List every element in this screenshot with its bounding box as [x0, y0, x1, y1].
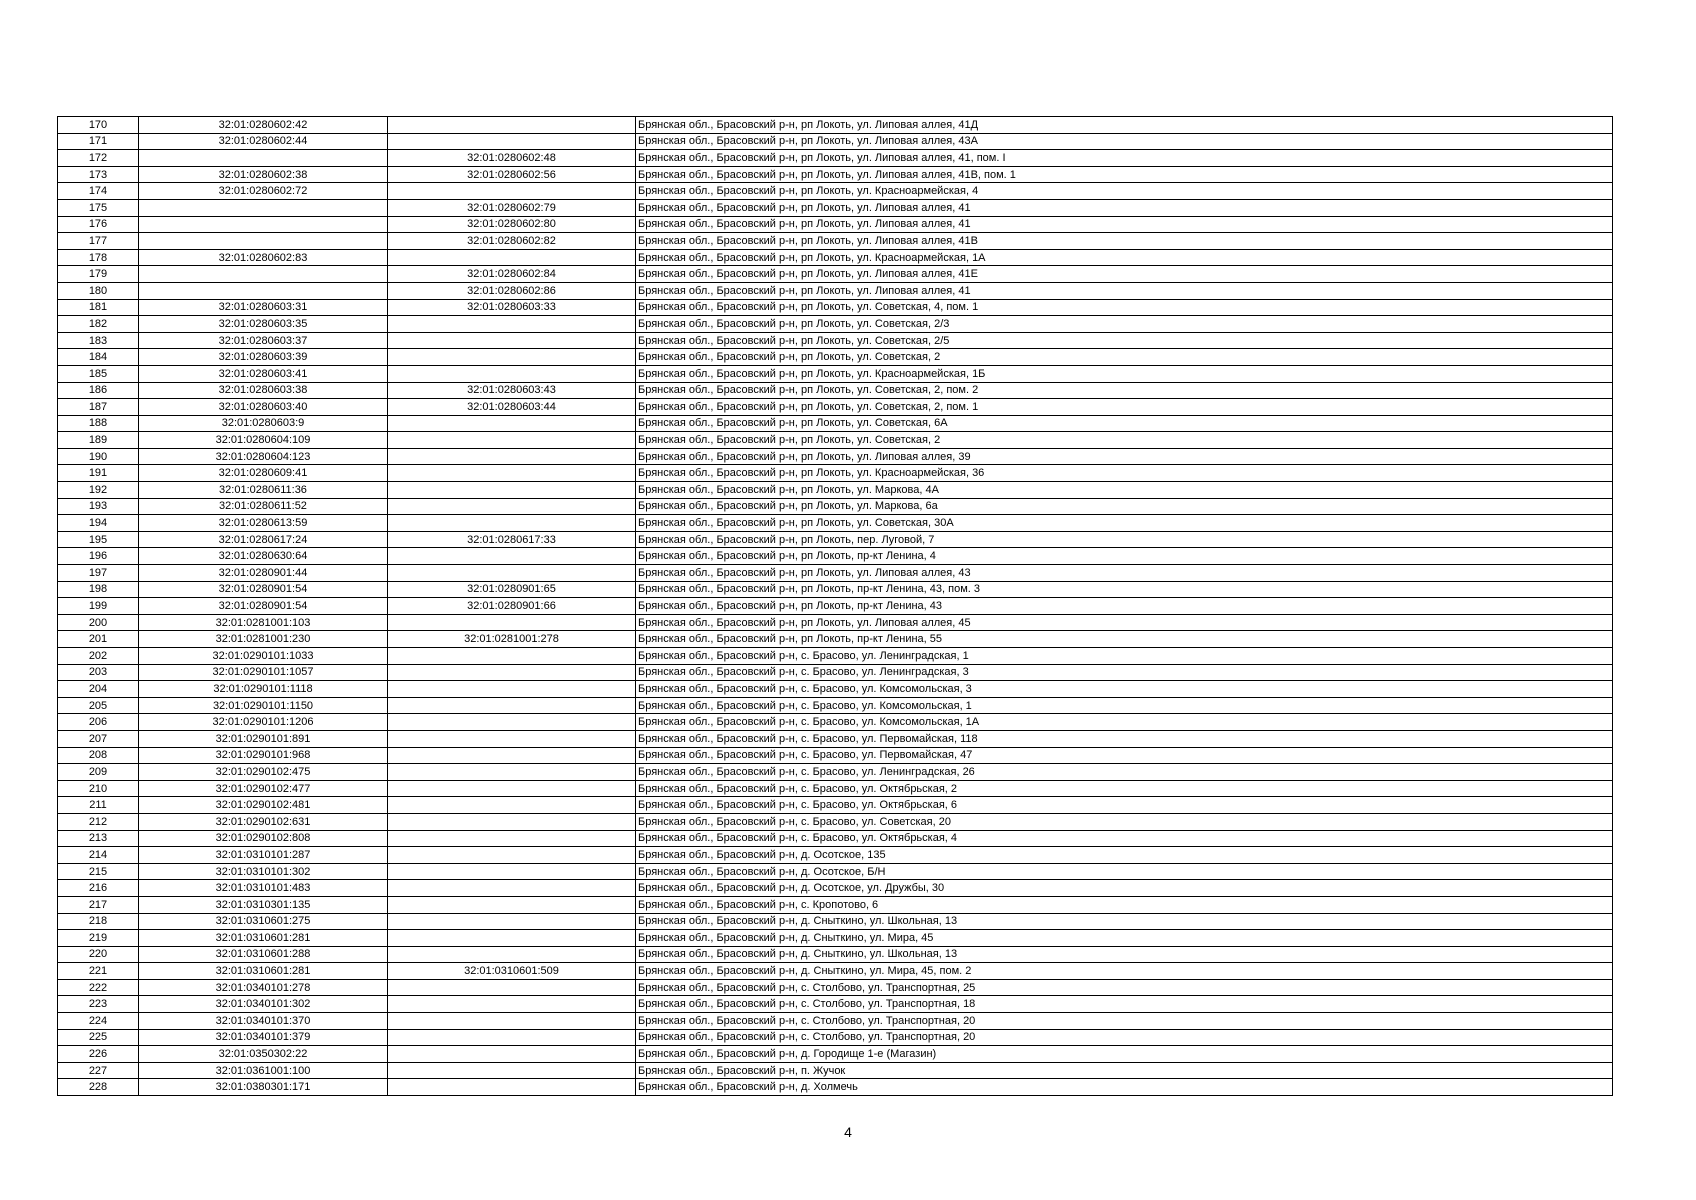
premises-cadastral-number-cell: 32:01:0280603:44 [388, 399, 636, 416]
cadastral-number-cell: 32:01:0290101:1033 [139, 648, 388, 665]
premises-cadastral-number-cell [388, 714, 636, 731]
table-row [58, 714, 1613, 731]
address-cell: Брянская обл., Брасовский р-н, с. Брасово, ул. Советская, 20 [636, 813, 1613, 830]
address-cell: Брянская обл., Брасовский р-н, рп Локоть, ул. Липовая аллея, 43А [636, 133, 1613, 150]
row-number-cell: 222 [58, 979, 139, 996]
address-cell: Брянская обл., Брасовский р-н, рп Локоть, ул. Красноармейская, 4 [636, 183, 1613, 200]
premises-cadastral-number-cell: 32:01:0280603:43 [388, 382, 636, 399]
row-number-cell: 211 [58, 797, 139, 814]
premises-cadastral-number-cell [388, 697, 636, 714]
cadastral-number-cell: 32:01:0280603:41 [139, 365, 388, 382]
cadastral-number-cell [139, 199, 388, 216]
premises-cadastral-number-cell [388, 465, 636, 482]
row-number-cell: 223 [58, 996, 139, 1013]
cadastral-number-cell: 32:01:0280630:64 [139, 548, 388, 565]
premises-cadastral-number-cell: 32:01:0280602:56 [388, 166, 636, 183]
address-cell: Брянская обл., Брасовский р-н, рп Локоть, ул. Советская, 6А [636, 415, 1613, 432]
table-row [58, 1046, 1613, 1063]
row-number-cell: 200 [58, 614, 139, 631]
address-cell: Брянская обл., Брасовский р-н, рп Локоть, пр-кт Ленина, 43 [636, 598, 1613, 615]
table-row [58, 382, 1613, 399]
address-cell: Брянская обл., Брасовский р-н, рп Локоть, пр-кт Ленина, 4 [636, 548, 1613, 565]
row-number-cell: 170 [58, 117, 139, 134]
address-cell: Брянская обл., Брасовский р-н, д. Осотское, 135 [636, 847, 1613, 864]
premises-cadastral-number-cell [388, 681, 636, 698]
table-row [58, 598, 1613, 615]
premises-cadastral-number-cell [388, 432, 636, 449]
table-row [58, 565, 1613, 582]
cadastral-number-cell: 32:01:0290102:481 [139, 797, 388, 814]
address-cell: Брянская обл., Брасовский р-н, рп Локоть, ул. Красноармейская, 1А [636, 249, 1613, 266]
address-cell: Брянская обл., Брасовский р-н, рп Локоть, ул. Липовая аллея, 41 [636, 282, 1613, 299]
table-row [58, 249, 1613, 266]
row-number-cell: 205 [58, 697, 139, 714]
cadastral-number-cell: 32:01:0290101:1206 [139, 714, 388, 731]
row-number-cell: 208 [58, 747, 139, 764]
table-row [58, 813, 1613, 830]
premises-cadastral-number-cell [388, 664, 636, 681]
address-cell: Брянская обл., Брасовский р-н, рп Локоть, пр-кт Ленина, 55 [636, 631, 1613, 648]
row-number-cell: 184 [58, 349, 139, 366]
row-number-cell: 176 [58, 216, 139, 233]
row-number-cell: 218 [58, 913, 139, 930]
premises-cadastral-number-cell [388, 896, 636, 913]
row-number-cell: 221 [58, 963, 139, 980]
page-number: 4 [844, 1124, 852, 1140]
table-row [58, 880, 1613, 897]
address-cell: Брянская обл., Брасовский р-н, рп Локоть, ул. Липовая аллея, 41Д [636, 117, 1613, 134]
table-row [58, 399, 1613, 416]
premises-cadastral-number-cell [388, 996, 636, 1013]
cadastral-number-cell [139, 233, 388, 250]
table-row [58, 282, 1613, 299]
row-number-cell: 178 [58, 249, 139, 266]
premises-cadastral-number-cell [388, 1013, 636, 1030]
cadastral-number-cell: 32:01:0290101:968 [139, 747, 388, 764]
address-cell: Брянская обл., Брасовский р-н, рп Локоть, ул. Липовая аллея, 41 [636, 216, 1613, 233]
cadastral-number-cell: 32:01:0310601:275 [139, 913, 388, 930]
row-number-cell: 207 [58, 730, 139, 747]
premises-cadastral-number-cell [388, 415, 636, 432]
address-cell: Брянская обл., Брасовский р-н, рп Локоть, ул. Маркова, 6а [636, 498, 1613, 515]
table-row [58, 432, 1613, 449]
table-row [58, 946, 1613, 963]
premises-cadastral-number-cell: 32:01:0280602:79 [388, 199, 636, 216]
cadastral-number-cell: 32:01:0290101:1057 [139, 664, 388, 681]
cadastral-number-cell: 32:01:0361001:100 [139, 1062, 388, 1079]
address-cell: Брянская обл., Брасовский р-н, с. Столбово, ул. Транспортная, 20 [636, 1029, 1613, 1046]
premises-cadastral-number-cell [388, 332, 636, 349]
address-cell: Брянская обл., Брасовский р-н, с. Брасово, ул. Ленинградская, 1 [636, 648, 1613, 665]
cadastral-number-cell: 32:01:0310601:281 [139, 930, 388, 947]
premises-cadastral-number-cell [388, 863, 636, 880]
row-number-cell: 183 [58, 332, 139, 349]
cadastral-number-cell: 32:01:0280603:37 [139, 332, 388, 349]
row-number-cell: 193 [58, 498, 139, 515]
address-cell: Брянская обл., Брасовский р-н, рп Локоть, ул. Липовая аллея, 41 [636, 199, 1613, 216]
row-number-cell: 212 [58, 813, 139, 830]
table-row [58, 1062, 1613, 1079]
row-number-cell: 201 [58, 631, 139, 648]
premises-cadastral-number-cell [388, 498, 636, 515]
table-row [58, 465, 1613, 482]
premises-cadastral-number-cell [388, 1079, 636, 1096]
cadastral-number-cell: 32:01:0280611:36 [139, 482, 388, 499]
row-number-cell: 224 [58, 1013, 139, 1030]
premises-cadastral-number-cell [388, 1029, 636, 1046]
premises-cadastral-number-cell [388, 797, 636, 814]
address-cell: Брянская обл., Брасовский р-н, рп Локоть, пр-кт Ленина, 43, пом. 3 [636, 581, 1613, 598]
row-number-cell: 217 [58, 896, 139, 913]
cadastral-number-cell: 32:01:0310101:483 [139, 880, 388, 897]
address-cell: Брянская обл., Брасовский р-н, рп Локоть, ул. Советская, 2, пом. 2 [636, 382, 1613, 399]
row-number-cell: 227 [58, 1062, 139, 1079]
premises-cadastral-number-cell [388, 880, 636, 897]
address-cell: Брянская обл., Брасовский р-н, рп Локоть, ул. Липовая аллея, 41, пом. I [636, 150, 1613, 167]
cadastral-number-cell: 32:01:0280604:109 [139, 432, 388, 449]
row-number-cell: 225 [58, 1029, 139, 1046]
address-cell: Брянская обл., Брасовский р-н, рп Локоть, ул. Липовая аллея, 45 [636, 614, 1613, 631]
address-cell: Брянская обл., Брасовский р-н, с. Брасово, ул. Первомайская, 47 [636, 747, 1613, 764]
cadastral-number-cell: 32:01:0350302:22 [139, 1046, 388, 1063]
table-row [58, 780, 1613, 797]
table-row [58, 614, 1613, 631]
row-number-cell: 228 [58, 1079, 139, 1096]
premises-cadastral-number-cell [388, 565, 636, 582]
table-row [58, 133, 1613, 150]
address-cell: Брянская обл., Брасовский р-н, рп Локоть, ул. Советская, 4, пом. 1 [636, 299, 1613, 316]
premises-cadastral-number-cell [388, 183, 636, 200]
row-number-cell: 175 [58, 199, 139, 216]
premises-cadastral-number-cell [388, 614, 636, 631]
cadastral-number-cell: 32:01:0290102:477 [139, 780, 388, 797]
cadastral-number-cell: 32:01:0280602:38 [139, 166, 388, 183]
table-row [58, 664, 1613, 681]
address-cell: Брянская обл., Брасовский р-н, рп Локоть, ул. Липовая аллея, 43 [636, 565, 1613, 582]
table-row [58, 150, 1613, 167]
cadastral-number-cell: 32:01:0280602:72 [139, 183, 388, 200]
premises-cadastral-number-cell [388, 482, 636, 499]
address-cell: Брянская обл., Брасовский р-н, с. Брасово, ул. Комсомольская, 3 [636, 681, 1613, 698]
row-number-cell: 171 [58, 133, 139, 150]
address-cell: Брянская обл., Брасовский р-н, д. Сныткино, ул. Школьная, 13 [636, 946, 1613, 963]
address-cell: Брянская обл., Брасовский р-н, с. Брасово, ул. Первомайская, 118 [636, 730, 1613, 747]
premises-cadastral-number-cell [388, 548, 636, 565]
row-number-cell: 185 [58, 365, 139, 382]
row-number-cell: 174 [58, 183, 139, 200]
row-number-cell: 199 [58, 598, 139, 615]
cadastral-number-cell: 32:01:0280603:38 [139, 382, 388, 399]
cadastral-number-cell: 32:01:0310101:302 [139, 863, 388, 880]
row-number-cell: 202 [58, 648, 139, 665]
cadastral-number-cell: 32:01:0340101:278 [139, 979, 388, 996]
address-cell: Брянская обл., Брасовский р-н, рп Локоть, ул. Красноармейская, 36 [636, 465, 1613, 482]
premises-cadastral-number-cell [388, 830, 636, 847]
address-cell: Брянская обл., Брасовский р-н, с. Столбово, ул. Транспортная, 25 [636, 979, 1613, 996]
row-number-cell: 182 [58, 316, 139, 333]
address-cell: Брянская обл., Брасовский р-н, рп Локоть, ул. Красноармейская, 1Б [636, 365, 1613, 382]
premises-cadastral-number-cell [388, 847, 636, 864]
table-row [58, 764, 1613, 781]
row-number-cell: 214 [58, 847, 139, 864]
table-row [58, 963, 1613, 980]
row-number-cell: 204 [58, 681, 139, 698]
row-number-cell: 172 [58, 150, 139, 167]
premises-cadastral-number-cell [388, 1062, 636, 1079]
row-number-cell: 188 [58, 415, 139, 432]
cadastral-number-cell [139, 150, 388, 167]
table-row [58, 349, 1613, 366]
cadastral-number-cell: 32:01:0290101:891 [139, 730, 388, 747]
premises-cadastral-number-cell [388, 913, 636, 930]
table-row [58, 415, 1613, 432]
cadastral-number-cell: 32:01:0290102:631 [139, 813, 388, 830]
row-number-cell: 190 [58, 448, 139, 465]
row-number-cell: 187 [58, 399, 139, 416]
row-number-cell: 215 [58, 863, 139, 880]
premises-cadastral-number-cell: 32:01:0280602:80 [388, 216, 636, 233]
cadastral-number-cell: 32:01:0280602:44 [139, 133, 388, 150]
row-number-cell: 196 [58, 548, 139, 565]
premises-cadastral-number-cell [388, 764, 636, 781]
table-row [58, 166, 1613, 183]
cadastral-number-cell: 32:01:0280603:31 [139, 299, 388, 316]
row-number-cell: 213 [58, 830, 139, 847]
address-cell: Брянская обл., Брасовский р-н, рп Локоть, ул. Советская, 2/5 [636, 332, 1613, 349]
cadastral-number-cell: 32:01:0290101:1118 [139, 681, 388, 698]
table-row [58, 183, 1613, 200]
address-cell: Брянская обл., Брасовский р-н, д. Сныткино, ул. Мира, 45 [636, 930, 1613, 947]
address-cell: Брянская обл., Брасовский р-н, д. Сныткино, ул. Школьная, 13 [636, 913, 1613, 930]
table-row [58, 299, 1613, 316]
premises-cadastral-number-cell [388, 730, 636, 747]
table-row [58, 548, 1613, 565]
premises-cadastral-number-cell: 32:01:0280602:48 [388, 150, 636, 167]
premises-cadastral-number-cell [388, 747, 636, 764]
cadastral-number-cell: 32:01:0310601:288 [139, 946, 388, 963]
row-number-cell: 203 [58, 664, 139, 681]
row-number-cell: 186 [58, 382, 139, 399]
row-number-cell: 177 [58, 233, 139, 250]
table-row [58, 681, 1613, 698]
cadastral-number-cell: 32:01:0310601:281 [139, 963, 388, 980]
cadastral-number-cell: 32:01:0280901:44 [139, 565, 388, 582]
cadastral-number-cell: 32:01:0340101:302 [139, 996, 388, 1013]
table-row [58, 896, 1613, 913]
row-number-cell: 181 [58, 299, 139, 316]
premises-cadastral-number-cell [388, 133, 636, 150]
premises-cadastral-number-cell: 32:01:0280602:84 [388, 266, 636, 283]
cadastral-number-cell: 32:01:0280617:24 [139, 531, 388, 548]
cadastral-number-cell: 32:01:0290101:1150 [139, 697, 388, 714]
cadastral-number-cell: 32:01:0280603:40 [139, 399, 388, 416]
address-cell: Брянская обл., Брасовский р-н, с. Брасово, ул. Комсомольская, 1А [636, 714, 1613, 731]
premises-cadastral-number-cell [388, 117, 636, 134]
address-cell: Брянская обл., Брасовский р-н, рп Локоть, ул. Советская, 2/3 [636, 316, 1613, 333]
cadastral-number-cell: 32:01:0290102:475 [139, 764, 388, 781]
address-cell: Брянская обл., Брасовский р-н, д. Осотское, Б/Н [636, 863, 1613, 880]
address-cell: Брянская обл., Брасовский р-н, с. Брасово, ул. Октябрьская, 4 [636, 830, 1613, 847]
row-number-cell: 220 [58, 946, 139, 963]
address-cell: Брянская обл., Брасовский р-н, с. Кропотово, 6 [636, 896, 1613, 913]
address-cell: Брянская обл., Брасовский р-н, рп Локоть, ул. Советская, 2, пом. 1 [636, 399, 1613, 416]
address-cell: Брянская обл., Брасовский р-н, с. Брасово, ул. Октябрьская, 6 [636, 797, 1613, 814]
table-row [58, 847, 1613, 864]
table-row [58, 531, 1613, 548]
cadastral-number-cell: 32:01:0280901:54 [139, 598, 388, 615]
cadastral-number-cell: 32:01:0280603:35 [139, 316, 388, 333]
table-row [58, 515, 1613, 532]
cadastral-number-cell: 32:01:0280609:41 [139, 465, 388, 482]
cadastral-number-cell: 32:01:0380301:171 [139, 1079, 388, 1096]
premises-cadastral-number-cell [388, 515, 636, 532]
cadastral-number-cell: 32:01:0310301:135 [139, 896, 388, 913]
row-number-cell: 209 [58, 764, 139, 781]
row-number-cell: 180 [58, 282, 139, 299]
data-table [57, 116, 1613, 1096]
cadastral-number-cell: 32:01:0280611:52 [139, 498, 388, 515]
row-number-cell: 210 [58, 780, 139, 797]
cadastral-number-cell: 32:01:0340101:370 [139, 1013, 388, 1030]
premises-cadastral-number-cell: 32:01:0280617:33 [388, 531, 636, 548]
cadastral-number-cell: 32:01:0280603:39 [139, 349, 388, 366]
address-cell: Брянская обл., Брасовский р-н, рп Локоть, ул. Советская, 2 [636, 432, 1613, 449]
row-number-cell: 173 [58, 166, 139, 183]
table-row [58, 316, 1613, 333]
table-row [58, 747, 1613, 764]
address-cell: Брянская обл., Брасовский р-н, д. Городище 1-е (Магазин) [636, 1046, 1613, 1063]
cadastral-number-cell: 32:01:0280602:83 [139, 249, 388, 266]
cadastral-number-cell: 32:01:0281001:103 [139, 614, 388, 631]
cadastral-number-cell [139, 216, 388, 233]
cadastral-number-cell: 32:01:0340101:379 [139, 1029, 388, 1046]
table-row [58, 365, 1613, 382]
address-cell: Брянская обл., Брасовский р-н, п. Жучок [636, 1062, 1613, 1079]
cadastral-number-cell: 32:01:0280613:59 [139, 515, 388, 532]
address-cell: Брянская обл., Брасовский р-н, с. Столбово, ул. Транспортная, 20 [636, 1013, 1613, 1030]
table-row [58, 332, 1613, 349]
table-row [58, 697, 1613, 714]
table-row [58, 233, 1613, 250]
table-row [58, 1079, 1613, 1096]
table-row [58, 830, 1613, 847]
table-row [58, 996, 1613, 1013]
cadastral-number-cell: 32:01:0281001:230 [139, 631, 388, 648]
premises-cadastral-number-cell: 32:01:0280901:66 [388, 598, 636, 615]
address-cell: Брянская обл., Брасовский р-н, с. Столбово, ул. Транспортная, 18 [636, 996, 1613, 1013]
address-cell: Брянская обл., Брасовский р-н, д. Осотское, ул. Дружбы, 30 [636, 880, 1613, 897]
premises-cadastral-number-cell: 32:01:0280602:82 [388, 233, 636, 250]
table-row [58, 448, 1613, 465]
address-cell: Брянская обл., Брасовский р-н, рп Локоть, ул. Советская, 2 [636, 349, 1613, 366]
cadastral-number-cell: 32:01:0310101:287 [139, 847, 388, 864]
table-row [58, 216, 1613, 233]
row-number-cell: 198 [58, 581, 139, 598]
cadastral-number-cell: 32:01:0280604:123 [139, 448, 388, 465]
address-cell: Брянская обл., Брасовский р-н, рп Локоть, ул. Маркова, 4А [636, 482, 1613, 499]
premises-cadastral-number-cell [388, 780, 636, 797]
address-cell: Брянская обл., Брасовский р-н, рп Локоть, ул. Советская, 30А [636, 515, 1613, 532]
premises-cadastral-number-cell: 32:01:0281001:278 [388, 631, 636, 648]
row-number-cell: 226 [58, 1046, 139, 1063]
premises-cadastral-number-cell: 32:01:0280901:65 [388, 581, 636, 598]
row-number-cell: 195 [58, 531, 139, 548]
table-row [58, 730, 1613, 747]
premises-cadastral-number-cell: 32:01:0310601:509 [388, 963, 636, 980]
address-cell: Брянская обл., Брасовский р-н, д. Холмечь [636, 1079, 1613, 1096]
address-cell: Брянская обл., Брасовский р-н, с. Брасово, ул. Ленинградская, 26 [636, 764, 1613, 781]
row-number-cell: 219 [58, 930, 139, 947]
table-row [58, 797, 1613, 814]
table-row [58, 498, 1613, 515]
premises-cadastral-number-cell [388, 349, 636, 366]
address-cell: Брянская обл., Брасовский р-н, рп Локоть, ул. Липовая аллея, 41Е [636, 266, 1613, 283]
premises-cadastral-number-cell [388, 365, 636, 382]
premises-cadastral-number-cell [388, 930, 636, 947]
table-row [58, 266, 1613, 283]
address-cell: Брянская обл., Брасовский р-н, д. Сныткино, ул. Мира, 45, пом. 2 [636, 963, 1613, 980]
table-row [58, 1013, 1613, 1030]
table-row [58, 863, 1613, 880]
cadastral-number-cell: 32:01:0290102:808 [139, 830, 388, 847]
row-number-cell: 206 [58, 714, 139, 731]
premises-cadastral-number-cell [388, 448, 636, 465]
premises-cadastral-number-cell [388, 249, 636, 266]
table-row [58, 631, 1613, 648]
table-row [58, 117, 1613, 134]
cadastral-number-cell: 32:01:0280603:9 [139, 415, 388, 432]
row-number-cell: 192 [58, 482, 139, 499]
row-number-cell: 189 [58, 432, 139, 449]
row-number-cell: 216 [58, 880, 139, 897]
table-row [58, 199, 1613, 216]
address-cell: Брянская обл., Брасовский р-н, рп Локоть, ул. Липовая аллея, 41В, пом. 1 [636, 166, 1613, 183]
cadastral-number-cell: 32:01:0280901:54 [139, 581, 388, 598]
address-cell: Брянская обл., Брасовский р-н, с. Брасово, ул. Октябрьская, 2 [636, 780, 1613, 797]
address-cell: Брянская обл., Брасовский р-н, рп Локоть, ул. Липовая аллея, 39 [636, 448, 1613, 465]
premises-cadastral-number-cell: 32:01:0280602:86 [388, 282, 636, 299]
table-row [58, 482, 1613, 499]
table-body [58, 117, 1613, 1096]
premises-cadastral-number-cell [388, 648, 636, 665]
address-cell: Брянская обл., Брасовский р-н, рп Локоть, пер. Луговой, 7 [636, 531, 1613, 548]
cadastral-number-cell [139, 266, 388, 283]
address-cell: Брянская обл., Брасовский р-н, с. Брасово, ул. Комсомольская, 1 [636, 697, 1613, 714]
table-row [58, 930, 1613, 947]
premises-cadastral-number-cell [388, 316, 636, 333]
table-row [58, 979, 1613, 996]
table-row [58, 913, 1613, 930]
table-row [58, 581, 1613, 598]
premises-cadastral-number-cell [388, 979, 636, 996]
premises-cadastral-number-cell [388, 1046, 636, 1063]
address-cell: Брянская обл., Брасовский р-н, с. Брасово, ул. Ленинградская, 3 [636, 664, 1613, 681]
address-cell: Брянская обл., Брасовский р-н, рп Локоть, ул. Липовая аллея, 41В [636, 233, 1613, 250]
cadastral-number-cell: 32:01:0280602:42 [139, 117, 388, 134]
cadastral-number-cell [139, 282, 388, 299]
premises-cadastral-number-cell [388, 813, 636, 830]
table-row [58, 648, 1613, 665]
row-number-cell: 179 [58, 266, 139, 283]
premises-cadastral-number-cell: 32:01:0280603:33 [388, 299, 636, 316]
premises-cadastral-number-cell [388, 946, 636, 963]
row-number-cell: 191 [58, 465, 139, 482]
row-number-cell: 194 [58, 515, 139, 532]
row-number-cell: 197 [58, 565, 139, 582]
table-row [58, 1029, 1613, 1046]
